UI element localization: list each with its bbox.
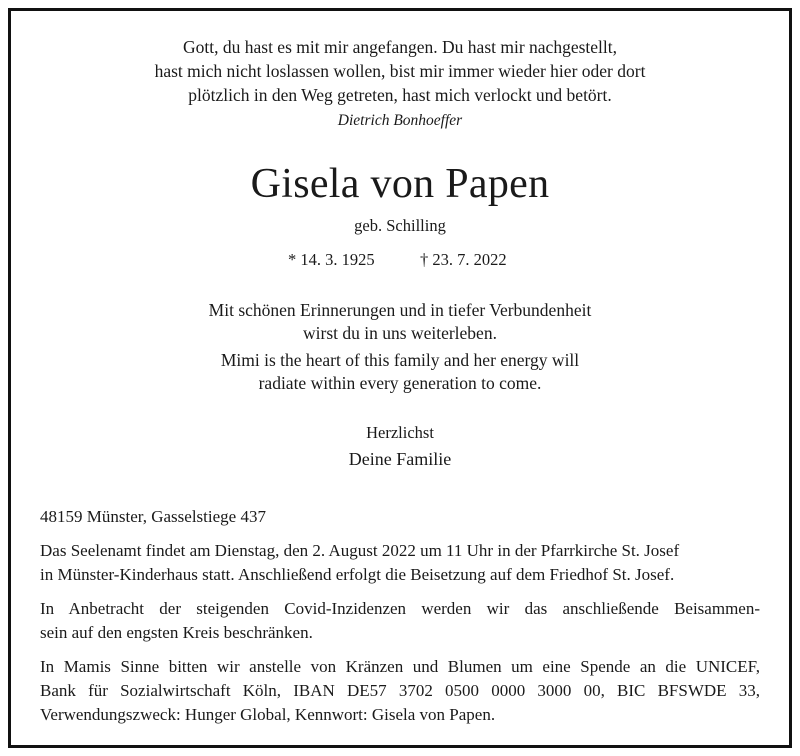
donation-line-1: In Mamis Sinne bitten wir anstelle von Kränzen und Blumen um eine Spende an die UNICEF,	[40, 657, 760, 676]
donation-paragraph	[40, 655, 760, 727]
deceased-name: Gisela von Papen	[250, 161, 550, 207]
death-date: † 23. 7. 2022	[420, 250, 507, 269]
covid-line-1: In Anbetracht der steigenden Covid-Inzidenzen werden wir das anschließende Beisammen-	[40, 599, 760, 618]
donation-line-2: Bank für Sozialwirtschaft Köln, IBAN DE57 3702 0500 0000 3000 00, BIC BFSWDE 33,	[40, 681, 760, 700]
memorial-german-line-2: wirst du in uns weiterleben.	[303, 323, 497, 343]
service-line-1: Das Seelenamt findet am Dienstag, den 2. August 2022 um 11 Uhr in der Pfarrkirche St. Josef	[40, 541, 680, 560]
address-line: 48159 Münster, Gasselstiege 437	[40, 507, 266, 526]
closing-regards: Herzlichst	[366, 423, 434, 442]
quote-line-1: Gott, du hast es mit mir angefangen. Du hast mir nachgestellt,	[183, 37, 617, 57]
quote-author: Dietrich Bonhoeffer	[337, 112, 463, 129]
maiden-name: geb. Schilling	[354, 216, 446, 235]
quote-line-3: plötzlich in den Weg getreten, hast mich verlockt und betört.	[188, 85, 612, 105]
quote-line-2: hast mich nicht loslassen wollen, bist mir immer wieder hier oder dort	[154, 61, 646, 81]
memorial-german-line-1: Mit schönen Erinnerungen und in tiefer Verbundenheit	[208, 300, 592, 320]
memorial-english-line-1: Mimi is the heart of this family and her energy will	[220, 350, 580, 370]
birth-date: * 14. 3. 1925	[288, 250, 375, 269]
closing-signature: Deine Familie	[348, 449, 452, 469]
address	[40, 505, 760, 529]
donation-line-3: Verwendungszweck: Hunger Global, Kennwort: Gisela von Papen.	[40, 705, 496, 724]
covid-line-2: sein auf den engsten Kreis beschränken.	[40, 623, 313, 642]
covid-paragraph	[40, 597, 760, 645]
memorial-english-line-2: radiate within every generation to come.	[258, 373, 542, 393]
service-paragraph	[40, 539, 760, 587]
service-line-2: in Münster-Kinderhaus statt. Anschließend erfolgt die Beisetzung auf dem Friedhof St. Josef.	[40, 565, 675, 584]
